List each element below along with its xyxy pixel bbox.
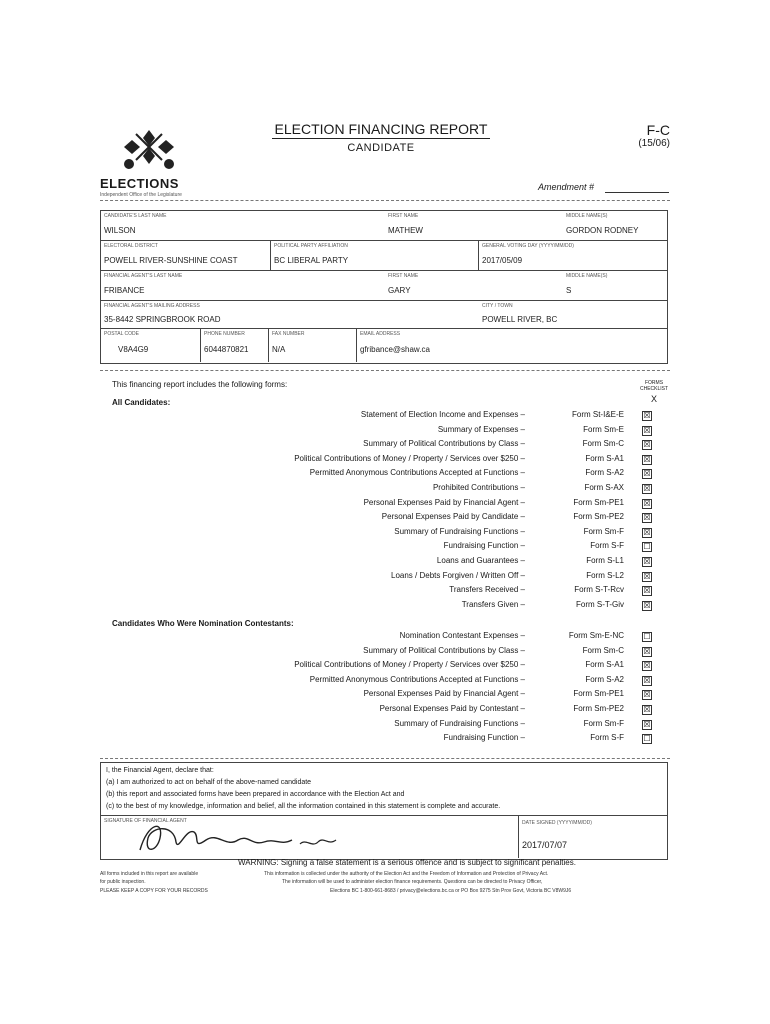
form-description: Statement of Election Income and Expenses –	[360, 410, 525, 419]
signature-label: SIGNATURE OF FINANCIAL AGENT	[104, 818, 187, 824]
candidate-last-name-label: CANDIDATE'S LAST NAME	[104, 213, 167, 219]
footer-right-3: Elections BC 1-800-661-8683 / privacy@elections.bc.ca or PO Box 9275 Stn Prov Govt, Victoria BC V8W9J6	[330, 888, 572, 894]
form-description: Loans and Guarantees –	[436, 556, 525, 565]
form-description: Fundraising Function –	[443, 733, 525, 743]
form-checkbox[interactable]: ☒	[643, 719, 651, 729]
agent-address-label: FINANCIAL AGENT'S MAILING ADDRESS	[104, 303, 200, 309]
form-number: Form S-A1	[585, 453, 624, 463]
form-number: Form Sm-E	[583, 424, 624, 434]
footer-left-2: for public inspection.	[100, 879, 146, 885]
candidate-last-name-field[interactable]: WILSON	[104, 226, 136, 235]
party-field[interactable]: BC LIBERAL PARTY	[274, 256, 349, 265]
district-field[interactable]: POWELL RIVER-SUNSHINE COAST	[104, 256, 238, 265]
form-checkbox[interactable]: ☒	[643, 675, 651, 685]
form-description: Fundraising Function –	[443, 541, 525, 551]
form-checkbox[interactable]: ☒	[643, 646, 651, 656]
form-number: Form Sm-PE1	[573, 689, 624, 699]
signature-col-divider	[518, 815, 519, 858]
district-label: ELECTORAL DISTRICT	[104, 243, 158, 249]
signature-row-top	[100, 815, 668, 816]
form-checkbox[interactable]: ☒	[643, 527, 651, 537]
candidate-first-name-label: FIRST NAME	[388, 213, 419, 219]
warning-text: WARNING: Signing a false statement is a serious offence and is subject to significant penalties.	[238, 858, 576, 867]
form-checkbox[interactable]: ☒	[643, 571, 651, 581]
declaration-line-4: (c) to the best of my knowledge, information and belief, all the information contained in this statement is complete and accurate.	[106, 803, 501, 810]
footer-right-2: The information will be used to administer election finance requirements. Questions can be directed to Privacy Officer,	[282, 879, 543, 885]
candidate-first-name-field[interactable]: MATHEW	[388, 226, 423, 235]
form-description: Personal Expenses Paid by Contestant –	[379, 704, 525, 713]
checklist-header	[636, 380, 672, 392]
page-subtitle: CANDIDATE	[347, 142, 415, 154]
title-underline	[272, 138, 490, 139]
form-description: Political Contributions of Money / Property / Services over $250 –	[294, 453, 525, 463]
form-number: Form Sm-F	[583, 526, 624, 536]
voting-day-label: GENERAL VOTING DAY (YYYY/MM/DD)	[482, 243, 574, 249]
form-description: Permitted Anonymous Contributions Accepted at Functions –	[309, 674, 525, 684]
agent-middle-label: MIDDLE NAME(S)	[566, 273, 608, 279]
fax-label: FAX NUMBER	[272, 331, 305, 337]
form-number: Form S-L1	[586, 556, 624, 565]
agent-last-name-label: FINANCIAL AGENT'S LAST NAME	[104, 273, 183, 279]
form-description: Transfers Received –	[449, 585, 525, 595]
declaration-line-2: (a) I am authorized to act on behalf of the above-named candidate	[106, 779, 312, 786]
agent-city-field[interactable]: POWELL RIVER, BC	[482, 315, 558, 324]
form-checkbox[interactable]: ☒	[643, 440, 651, 450]
footer-right-1: This information is collected under the authority of the Election Act and the Freedom of Information and Protection of Privacy Act.	[264, 871, 549, 877]
form-number: Form Sm-F	[583, 718, 624, 728]
agent-last-name-field[interactable]: FRIBANCE	[104, 286, 145, 295]
form-number: Form S-F	[590, 733, 624, 743]
form-number: Form S-A2	[585, 468, 624, 478]
checklist-header-forms: FORMS	[644, 380, 664, 386]
row-divider	[100, 240, 668, 241]
form-number: Form Sm-PE2	[573, 512, 624, 522]
postal-field[interactable]: V8A4G9	[118, 345, 149, 354]
form-checkbox[interactable]: ☐	[643, 542, 651, 552]
postal-label: POSTAL CODE	[104, 331, 140, 337]
form-checkbox[interactable]: ☒	[643, 705, 651, 714]
amendment-field[interactable]	[605, 192, 669, 193]
section-divider	[100, 370, 670, 371]
form-number: Form S-F	[590, 541, 624, 551]
declaration-line-3: (b) this report and associated forms have been prepared in accordance with the Election Act and	[106, 791, 405, 798]
row-divider	[100, 300, 668, 301]
candidate-middle-field[interactable]: GORDON RODNEY	[566, 226, 639, 235]
checklist-x: X	[650, 394, 657, 404]
agent-first-name-field[interactable]: GARY	[388, 286, 411, 295]
email-field[interactable]: gfribance@shaw.ca	[360, 345, 430, 354]
form-description: Personal Expenses Paid by Financial Agent –	[363, 497, 525, 507]
form-number: Form Sm-C	[582, 439, 624, 449]
form-number: Form Sm-PE2	[573, 704, 624, 713]
phone-label: PHONE NUMBER	[204, 331, 245, 337]
form-description: Nomination Contestant Expenses –	[399, 631, 525, 640]
elections-logo-icon	[118, 126, 180, 176]
fax-field[interactable]: N/A	[272, 345, 286, 354]
form-checkbox[interactable]: ☒	[643, 690, 651, 700]
col-divider	[268, 328, 269, 362]
header-divider	[100, 200, 670, 201]
section-divider	[100, 758, 670, 759]
col-divider	[478, 240, 479, 270]
row-divider	[100, 270, 668, 271]
agent-city-label: CITY / TOWN	[482, 303, 513, 309]
nomination-heading: Candidates Who Were Nomination Contestants:	[112, 619, 294, 628]
form-number: Form S-A1	[585, 660, 624, 670]
form-description: Transfers Given –	[461, 599, 525, 609]
agent-first-name-label: FIRST NAME	[388, 273, 419, 279]
form-description: Summary of Expenses –	[437, 424, 525, 434]
form-description: Personal Expenses Paid by Candidate –	[381, 512, 525, 522]
form-number: Form S-A2	[585, 674, 624, 684]
form-checkbox[interactable]: ☐	[643, 632, 651, 641]
form-checkbox[interactable]: ☒	[643, 600, 651, 610]
all-candidates-heading: All Candidates:	[112, 398, 171, 407]
form-checkbox[interactable]: ☒	[643, 469, 651, 479]
date-signed-field[interactable]: 2017/07/07	[522, 840, 568, 850]
form-description: Summary of Fundraising Functions –	[394, 718, 525, 728]
form-description: Summary of Political Contributions by Class –	[363, 439, 525, 449]
phone-field[interactable]: 6044870821	[204, 345, 249, 354]
form-number: Form S-AX	[584, 483, 624, 492]
footer-left-1: All forms included in this report are available	[100, 871, 199, 877]
declaration-line-1: I, the Financial Agent, declare that:	[106, 767, 214, 774]
amendment-label: Amendment #	[538, 182, 595, 192]
form-number: Form S-T-Giv	[576, 599, 624, 609]
form-checkbox[interactable]: ☒	[643, 586, 651, 596]
form-description: Summary of Fundraising Functions –	[394, 526, 525, 536]
form-version: (15/06)	[638, 138, 670, 149]
footer-left-3: PLEASE KEEP A COPY FOR YOUR RECORDS	[100, 888, 208, 894]
date-signed-label: DATE SIGNED (YYYY/MM/DD)	[522, 820, 592, 826]
page-title: ELECTION FINANCING REPORT	[274, 121, 488, 137]
form-number: Form Sm-E-NC	[568, 631, 624, 640]
form-description: Summary of Political Contributions by Class –	[363, 645, 525, 655]
email-label: EMAIL ADDRESS	[360, 331, 401, 337]
form-number: Form St-I&E-E	[571, 410, 624, 419]
form-checkbox[interactable]: ☒	[643, 557, 651, 566]
col-divider	[356, 328, 357, 362]
party-label: POLITICAL PARTY AFFILIATION	[274, 243, 348, 249]
form-checkbox[interactable]: ☒	[643, 484, 651, 493]
voting-day-field[interactable]: 2017/05/09	[482, 256, 523, 265]
form-checkbox[interactable]: ☒	[643, 454, 651, 464]
form-description: Political Contributions of Money / Property / Services over $250 –	[294, 660, 525, 670]
form-checkbox[interactable]: ☐	[643, 734, 651, 744]
form-checkbox[interactable]: ☒	[643, 498, 651, 508]
handwritten-signature-icon	[130, 818, 360, 858]
form-number: Form S-T-Rcv	[574, 585, 624, 595]
form-number: Form Sm-PE1	[573, 497, 624, 507]
form-description: Loans / Debts Forgiven / Written Off –	[391, 570, 525, 580]
row-divider	[100, 328, 668, 329]
form-number: Form S-L2	[586, 570, 624, 580]
form-description: Permitted Anonymous Contributions Accepted at Functions –	[309, 468, 525, 478]
checklist-header-checklist: CHECKLIST	[639, 386, 669, 392]
agent-middle-field[interactable]: S	[566, 286, 572, 295]
form-description: Personal Expenses Paid by Financial Agent –	[363, 689, 525, 699]
col-divider	[270, 240, 271, 270]
form-description: Prohibited Contributions –	[432, 483, 525, 492]
form-code: F-C	[646, 122, 670, 138]
form-checkbox[interactable]: ☒	[643, 411, 651, 420]
form-checkbox[interactable]: ☒	[643, 661, 651, 671]
form-checkbox[interactable]: ☒	[643, 425, 651, 435]
col-divider	[200, 328, 201, 362]
agent-address-field[interactable]: 35-8442 SPRINGBROOK ROAD	[104, 315, 221, 324]
candidate-middle-label: MIDDLE NAME(S)	[566, 213, 608, 219]
form-checkbox[interactable]: ☒	[643, 513, 651, 523]
org-name: ELECTIONS	[100, 176, 179, 191]
org-subtitle: Independent Office of the Legislature	[100, 192, 182, 198]
report-intro: This financing report includes the following forms:	[112, 380, 288, 389]
form-number: Form Sm-C	[582, 645, 624, 655]
